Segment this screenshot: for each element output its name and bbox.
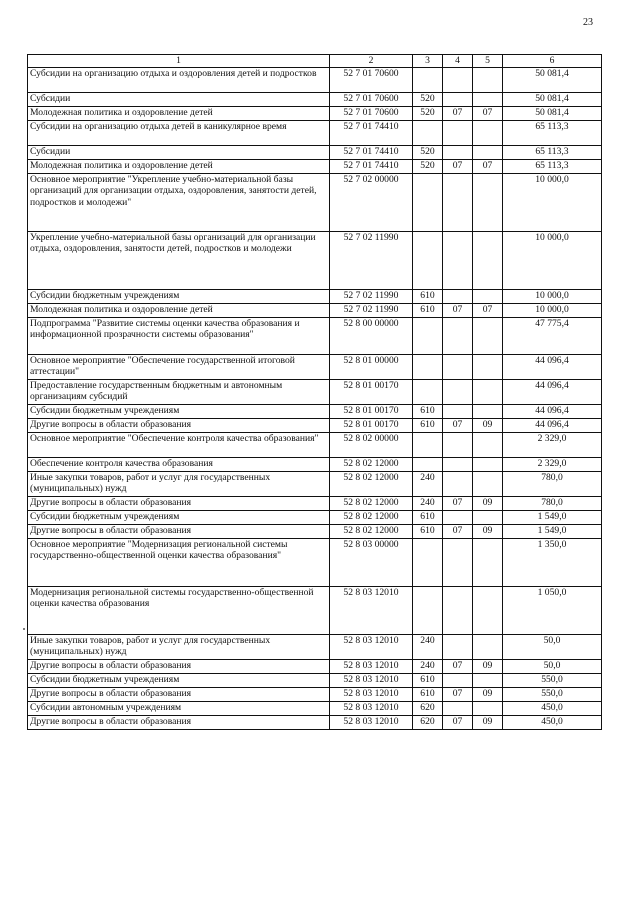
classification-code: 52 8 00 00000 — [330, 317, 413, 354]
subsection-code — [473, 289, 503, 303]
amount: 65 113,3 — [503, 159, 602, 173]
classification-code: 52 7 01 70600 — [330, 106, 413, 120]
section-code — [443, 404, 473, 418]
row-name: Другие вопросы в области образования — [28, 496, 330, 510]
section-code — [443, 457, 473, 471]
section-code: 07 — [443, 524, 473, 538]
subsection-code — [473, 404, 503, 418]
subsection-code: 07 — [473, 159, 503, 173]
column-number-row — [28, 55, 602, 68]
section-code — [443, 92, 473, 106]
row-name: Модернизация региональной системы государственно-общественной оценки качества образования — [28, 586, 330, 634]
section-code: 07 — [443, 659, 473, 673]
section-code — [443, 145, 473, 159]
expense-type — [413, 586, 443, 634]
row-name: Молодежная политика и оздоровление детей — [28, 159, 330, 173]
subsection-code — [473, 673, 503, 687]
section-code — [443, 231, 473, 289]
subsection-code — [473, 432, 503, 457]
subsection-code — [473, 510, 503, 524]
table-row — [28, 354, 602, 379]
amount: 10 000,0 — [503, 231, 602, 289]
table-row — [28, 524, 602, 538]
classification-code: 52 8 03 12010 — [330, 687, 413, 701]
expense-type: 610 — [413, 687, 443, 701]
row-name: Другие вопросы в области образования — [28, 524, 330, 538]
section-code — [443, 586, 473, 634]
subsection-code — [473, 538, 503, 586]
row-name: Субсидии на организацию отдыха детей в каникулярное время — [28, 120, 330, 145]
subsection-code: 09 — [473, 715, 503, 729]
classification-code: 52 7 02 11990 — [330, 289, 413, 303]
table-row — [28, 92, 602, 106]
budget-table — [27, 54, 602, 730]
subsection-code: 09 — [473, 659, 503, 673]
amount: 44 096,4 — [503, 379, 602, 404]
classification-code: 52 8 01 00170 — [330, 379, 413, 404]
table-row — [28, 471, 602, 496]
expense-type — [413, 354, 443, 379]
table-row — [28, 120, 602, 145]
row-name: Другие вопросы в области образования — [28, 418, 330, 432]
classification-code: 52 7 01 70600 — [330, 67, 413, 92]
classification-code: 52 8 03 12010 — [330, 659, 413, 673]
expense-type: 610 — [413, 404, 443, 418]
subsection-code — [473, 317, 503, 354]
expense-type: 610 — [413, 289, 443, 303]
expense-type: 610 — [413, 303, 443, 317]
amount: 50 081,4 — [503, 67, 602, 92]
section-code — [443, 538, 473, 586]
section-code: 07 — [443, 303, 473, 317]
expense-type: 620 — [413, 715, 443, 729]
expense-type — [413, 317, 443, 354]
amount: 44 096,4 — [503, 418, 602, 432]
row-name: Молодежная политика и оздоровление детей — [28, 303, 330, 317]
section-code — [443, 120, 473, 145]
column-number: 1 — [28, 55, 330, 68]
section-code — [443, 354, 473, 379]
column-number: 3 — [413, 55, 443, 68]
row-name: Основное мероприятие "Модернизация региональной системы государственно-общественной оценки качества образования" — [28, 538, 330, 586]
expense-type: 240 — [413, 659, 443, 673]
amount: 10 000,0 — [503, 289, 602, 303]
expense-type: 520 — [413, 145, 443, 159]
expense-type: 240 — [413, 496, 443, 510]
row-name: Предоставление государственным бюджетным и автономным организациям субсидий — [28, 379, 330, 404]
classification-code: 52 7 01 70600 — [330, 92, 413, 106]
column-number: 4 — [443, 55, 473, 68]
expense-type — [413, 120, 443, 145]
row-name: Другие вопросы в области образования — [28, 659, 330, 673]
table-row — [28, 106, 602, 120]
table-row — [28, 510, 602, 524]
classification-code: 52 8 03 12010 — [330, 586, 413, 634]
subsection-code — [473, 92, 503, 106]
section-code — [443, 701, 473, 715]
amount: 65 113,3 — [503, 120, 602, 145]
amount: 550,0 — [503, 673, 602, 687]
amount: 780,0 — [503, 496, 602, 510]
expense-type — [413, 379, 443, 404]
classification-code: 52 8 03 12010 — [330, 673, 413, 687]
row-name: Молодежная политика и оздоровление детей — [28, 106, 330, 120]
table-row — [28, 404, 602, 418]
table-row — [28, 379, 602, 404]
table-row — [28, 715, 602, 729]
margin-mark — [23, 628, 25, 630]
section-code — [443, 510, 473, 524]
expense-type: 240 — [413, 634, 443, 659]
subsection-code — [473, 586, 503, 634]
table-row — [28, 67, 602, 92]
table-row — [28, 159, 602, 173]
subsection-code — [473, 701, 503, 715]
table-row — [28, 538, 602, 586]
table-row — [28, 303, 602, 317]
amount: 1 549,0 — [503, 510, 602, 524]
section-code — [443, 673, 473, 687]
classification-code: 52 8 03 12010 — [330, 701, 413, 715]
classification-code: 52 8 02 12000 — [330, 496, 413, 510]
table-row — [28, 457, 602, 471]
classification-code: 52 8 02 12000 — [330, 457, 413, 471]
expense-type — [413, 173, 443, 231]
classification-code: 52 8 01 00170 — [330, 404, 413, 418]
table-row — [28, 687, 602, 701]
expense-type: 520 — [413, 92, 443, 106]
expense-type: 610 — [413, 510, 443, 524]
section-code: 07 — [443, 106, 473, 120]
table-row — [28, 317, 602, 354]
row-name: Другие вопросы в области образования — [28, 715, 330, 729]
classification-code: 52 8 02 12000 — [330, 524, 413, 538]
subsection-code — [473, 471, 503, 496]
amount: 50 081,4 — [503, 92, 602, 106]
classification-code: 52 8 02 12000 — [330, 510, 413, 524]
table-row — [28, 659, 602, 673]
section-code — [443, 317, 473, 354]
subsection-code: 09 — [473, 687, 503, 701]
expense-type — [413, 432, 443, 457]
amount: 450,0 — [503, 701, 602, 715]
classification-code: 52 8 02 12000 — [330, 471, 413, 496]
section-code: 07 — [443, 715, 473, 729]
subsection-code: 07 — [473, 106, 503, 120]
amount: 1 350,0 — [503, 538, 602, 586]
row-name: Иные закупки товаров, работ и услуг для государственных (муниципальных) нужд — [28, 634, 330, 659]
table-row — [28, 145, 602, 159]
subsection-code — [473, 379, 503, 404]
table-row — [28, 432, 602, 457]
expense-type: 610 — [413, 673, 443, 687]
amount: 1 050,0 — [503, 586, 602, 634]
subsection-code: 09 — [473, 524, 503, 538]
row-name: Субсидии бюджетным учреждениям — [28, 404, 330, 418]
subsection-code: 07 — [473, 303, 503, 317]
amount: 44 096,4 — [503, 404, 602, 418]
amount: 2 329,0 — [503, 457, 602, 471]
amount: 50,0 — [503, 634, 602, 659]
row-name: Подпрограмма "Развитие системы оценки качества образования и информационной прозрачности системы образования" — [28, 317, 330, 354]
amount: 450,0 — [503, 715, 602, 729]
section-code — [443, 67, 473, 92]
amount: 2 329,0 — [503, 432, 602, 457]
classification-code: 52 8 01 00170 — [330, 418, 413, 432]
section-code — [443, 471, 473, 496]
row-name: Субсидии — [28, 92, 330, 106]
classification-code: 52 8 01 00000 — [330, 354, 413, 379]
column-number: 2 — [330, 55, 413, 68]
classification-code: 52 7 01 74410 — [330, 159, 413, 173]
table-row — [28, 701, 602, 715]
subsection-code: 09 — [473, 418, 503, 432]
classification-code: 52 8 03 12010 — [330, 634, 413, 659]
row-name: Субсидии бюджетным учреждениям — [28, 510, 330, 524]
expense-type — [413, 231, 443, 289]
subsection-code — [473, 145, 503, 159]
expense-type — [413, 67, 443, 92]
amount: 10 000,0 — [503, 173, 602, 231]
section-code: 07 — [443, 496, 473, 510]
row-name: Другие вопросы в области образования — [28, 687, 330, 701]
row-name: Основное мероприятие "Обеспечение государственной итоговой аттестации" — [28, 354, 330, 379]
expense-type: 240 — [413, 471, 443, 496]
section-code: 07 — [443, 418, 473, 432]
column-number: 5 — [473, 55, 503, 68]
section-code — [443, 379, 473, 404]
classification-code: 52 7 02 11990 — [330, 303, 413, 317]
subsection-code — [473, 634, 503, 659]
row-name: Субсидии на организацию отдыха и оздоровления детей и подростков — [28, 67, 330, 92]
table-row — [28, 673, 602, 687]
table-row — [28, 634, 602, 659]
section-code: 07 — [443, 687, 473, 701]
section-code: 07 — [443, 159, 473, 173]
subsection-code — [473, 231, 503, 289]
subsection-code — [473, 67, 503, 92]
subsection-code — [473, 457, 503, 471]
row-name: Субсидии бюджетным учреждениям — [28, 673, 330, 687]
table-row — [28, 231, 602, 289]
amount: 50,0 — [503, 659, 602, 673]
expense-type: 520 — [413, 106, 443, 120]
expense-type: 610 — [413, 418, 443, 432]
row-name: Укрепление учебно-материальной базы организаций для организации отдыха, оздоровления, занятости детей, подростков и молодежи — [28, 231, 330, 289]
table-body — [28, 67, 602, 729]
subsection-code — [473, 173, 503, 231]
amount: 65 113,3 — [503, 145, 602, 159]
expense-type — [413, 538, 443, 586]
amount: 550,0 — [503, 687, 602, 701]
classification-code: 52 7 02 11990 — [330, 231, 413, 289]
page-number: 23 — [583, 17, 593, 28]
subsection-code — [473, 120, 503, 145]
subsection-code — [473, 354, 503, 379]
row-name: Основное мероприятие "Укрепление учебно-материальной базы организаций для организации отдыха, оздоровления, занятости детей, подростков и молодежи" — [28, 173, 330, 231]
amount: 47 775,4 — [503, 317, 602, 354]
row-name: Субсидии — [28, 145, 330, 159]
table-row — [28, 418, 602, 432]
section-code — [443, 173, 473, 231]
classification-code: 52 7 02 00000 — [330, 173, 413, 231]
amount: 44 096,4 — [503, 354, 602, 379]
amount: 1 549,0 — [503, 524, 602, 538]
column-number: 6 — [503, 55, 602, 68]
expense-type — [413, 457, 443, 471]
classification-code: 52 7 01 74410 — [330, 120, 413, 145]
expense-type: 610 — [413, 524, 443, 538]
table-row — [28, 586, 602, 634]
table-row — [28, 496, 602, 510]
row-name: Основное мероприятие "Обеспечение контроля качества образования" — [28, 432, 330, 457]
row-name: Обеспечение контроля качества образования — [28, 457, 330, 471]
table-row — [28, 173, 602, 231]
section-code — [443, 289, 473, 303]
classification-code: 52 8 03 12010 — [330, 715, 413, 729]
section-code — [443, 432, 473, 457]
table-row — [28, 289, 602, 303]
row-name: Субсидии бюджетным учреждениям — [28, 289, 330, 303]
section-code — [443, 634, 473, 659]
expense-type: 620 — [413, 701, 443, 715]
classification-code: 52 8 02 00000 — [330, 432, 413, 457]
amount: 10 000,0 — [503, 303, 602, 317]
classification-code: 52 7 01 74410 — [330, 145, 413, 159]
classification-code: 52 8 03 00000 — [330, 538, 413, 586]
expense-type: 520 — [413, 159, 443, 173]
amount: 780,0 — [503, 471, 602, 496]
subsection-code: 09 — [473, 496, 503, 510]
amount: 50 081,4 — [503, 106, 602, 120]
row-name: Иные закупки товаров, работ и услуг для государственных (муниципальных) нужд — [28, 471, 330, 496]
row-name: Субсидии автономным учреждениям — [28, 701, 330, 715]
